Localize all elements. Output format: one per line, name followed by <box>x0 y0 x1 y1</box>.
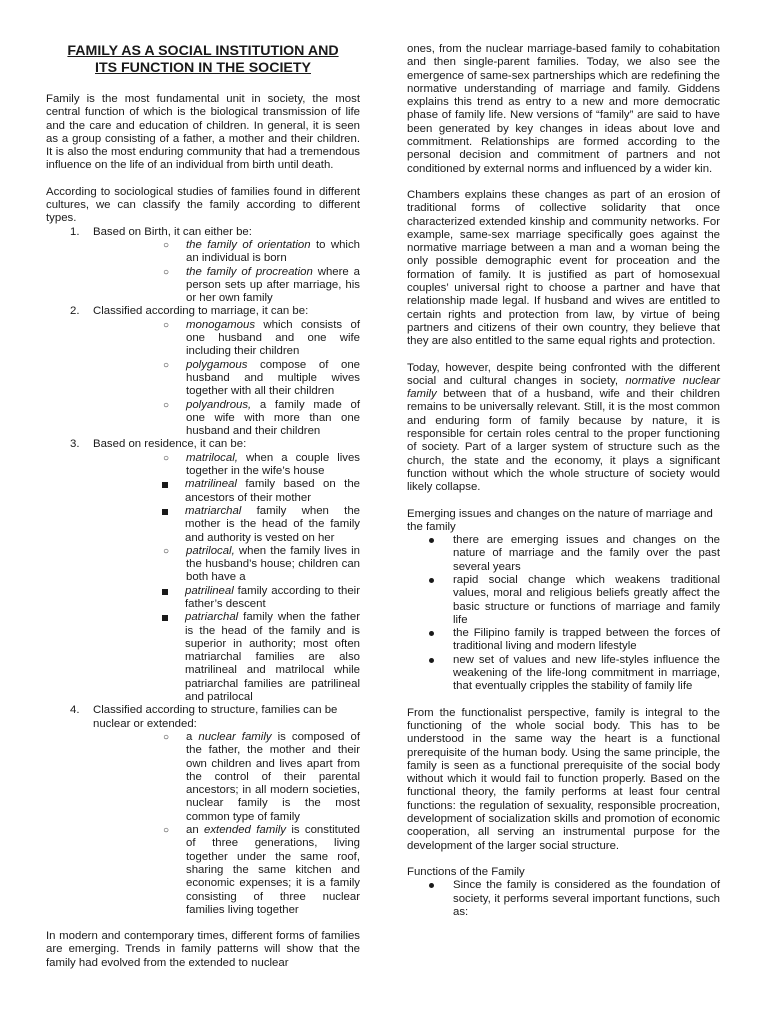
item-text: family when the father is the head of the family and is superior in authority; most often matriarchal families are also matrilineal and matrilocal while patriarchal families are patrilineal and patrilocal <box>185 611 360 704</box>
item-term: polyandrous, <box>186 398 252 411</box>
functions-heading: Functions of the Family <box>407 865 525 878</box>
item-term: monogamous <box>186 318 256 331</box>
item-term: patriarchal <box>185 611 239 624</box>
trends-continued-paragraph: ones, from the nuclear marriage-based family to cohabitation and then single-parent families. Today, we also see the emergence of same-sex partnerships which are redefining the normative understanding of marriage and family. Giddens explains this trend as entry to a new and more democratic phase of family life. New versions of “family” are said to have been generated by key changes in ideas about love and commitment. Relationships are formed according to the personal decision and commitment of partners and not conditioned by external norms and influenced by a wider kin. <box>407 43 720 175</box>
item-term: matriarchal <box>185 504 242 517</box>
item-text: where a person sets up after marriage, his or her own family <box>186 265 360 305</box>
item-text: when the family lives in the husband’s house; children can both have a <box>186 544 360 584</box>
item-term: patrilineal <box>185 584 234 597</box>
intro-paragraph: Family is the most fundamental unit in society, the most central function of which is the biological transmission of life and the care and education of children. In general, it is seen as a group consisting of a father, a mother and their children. It is also the most enduring community that had a tremendous influence on the life of an individual from birth until death. <box>46 93 360 172</box>
numbered-item <box>46 438 360 704</box>
item-text: an <box>186 824 205 837</box>
hollow-circle-icon: ○ <box>163 319 170 331</box>
right-column <box>407 0 720 919</box>
item-text: which consists of one husband and one wife including their children <box>186 318 360 358</box>
item-term: matrilineal <box>185 478 237 491</box>
document-title <box>46 0 360 77</box>
sub-list <box>93 452 360 705</box>
hollow-circle-icon: ○ <box>163 359 170 371</box>
item-label: Classified according to marriage, it can be: <box>93 305 309 318</box>
item-text: family according to their father’s descent <box>185 584 360 610</box>
item-label: Based on Birth, it can either be: <box>93 225 252 238</box>
bullet-item <box>407 654 720 694</box>
filled-circle-icon <box>429 631 434 636</box>
square-list-wrap <box>46 585 360 705</box>
filled-circle-icon <box>429 578 434 583</box>
item-text: is constituted of three generations, living together under the same roof, sharing the same kitchen and economic expenses; it is a family consisting of three nuclear families living together <box>186 824 360 916</box>
title-line-2: ITS FUNCTION IN THE SOCIETY <box>95 60 311 76</box>
square-list <box>46 585 360 705</box>
bullet-text: there are emerging issues and changes on the nature of marriage and the family over the past several years <box>453 534 720 573</box>
modern-trends-paragraph: In modern and contemporary times, different forms of families are emerging. Trends in family patterns will show that the family had evolved from the extended to nuclear <box>46 930 360 969</box>
sub-item <box>93 399 360 439</box>
numbered-item <box>46 226 360 306</box>
item-text: a family made of one wife with more than one husband and their children <box>186 398 360 438</box>
square-item <box>46 505 360 545</box>
normative-family-paragraph: Today, however, despite being confronted with the different social and cultural changes in society, normative nuclear family between that of a husband, wife and their children remains to be universally relevant. Still, it is the most common and enduring form of family because by nature, it is responsible for certain roles central to the proper functioning of society. Part of a larger system of structure such as the church, the state and the economy, it plays a significant function without which the whole structure of society would likely collapse. <box>407 361 720 494</box>
hollow-circle-icon: ○ <box>163 266 170 278</box>
item-term: the family of orientation <box>186 238 311 251</box>
item-text: to which an individual is born <box>186 238 360 265</box>
bullet-item <box>407 534 720 574</box>
functions-list <box>407 879 720 919</box>
bullet-text: the Filipino family is trapped between the forces of traditional living and modern lifestyle <box>453 627 720 653</box>
item-text: compose of one husband and multiple wives together with all their children <box>186 358 360 398</box>
sub-item <box>93 731 360 824</box>
item-number: 2. <box>70 305 80 318</box>
bullet-item <box>407 574 720 627</box>
item-number: 3. <box>70 438 80 451</box>
functionalist-paragraph: From the functionalist perspective, family is integral to the functioning of the whole social body. This has to be understood in the same way the heart is a functional prerequisite of the human body. Using the same principle, the family is seen as a functional prerequisite of the social body without which it would fail to function properly. Based on the functional theory, the family performs at least four central functions: the regulation of sexuality, responsible procreation, development of socialization skills and promotion of economic cooperation, all serving an instrumental purpose for the development of the larger social structure. <box>407 706 720 852</box>
sub-item <box>93 319 360 359</box>
item-term: polygamous <box>186 358 248 371</box>
filled-square-icon <box>162 589 168 595</box>
sub-item <box>93 359 360 399</box>
sub-list <box>93 319 360 439</box>
bullet-item <box>407 627 720 654</box>
bullet-item <box>407 879 720 919</box>
hollow-circle-icon: ○ <box>163 239 170 251</box>
emerging-issues-list <box>407 534 720 694</box>
filled-circle-icon <box>429 883 434 888</box>
sub-item <box>93 239 360 266</box>
numbered-item <box>46 704 360 917</box>
item-term: the family of procreation <box>186 265 313 278</box>
normative-family-term: normative nuclear family <box>407 374 720 401</box>
filled-square-icon <box>162 615 168 621</box>
emerging-issues-heading: Emerging issues and changes on the nature of marriage and the family <box>407 507 713 533</box>
item-label: Classified according to structure, families can be nuclear or extended: <box>93 704 338 730</box>
item-text: is composed of the father, the mother and their own children and lives apart from the control of their parental ancestors; in all modern societies, nuclear family is the most common type of family <box>186 730 360 823</box>
hollow-circle-icon: ○ <box>163 825 170 837</box>
filled-circle-icon <box>429 658 434 663</box>
hollow-circle-icon: ○ <box>163 545 170 557</box>
title-line-1: FAMILY AS A SOCIAL INSTITUTION AND <box>67 43 339 59</box>
square-list <box>46 478 360 544</box>
filled-square-icon <box>162 482 168 488</box>
filled-circle-icon <box>429 538 434 543</box>
item-term: matrilocal, <box>186 451 238 464</box>
chambers-paragraph: Chambers explains these changes as part of an erosion of traditional forms of collective solidarity that once characterized extended kinship and community networks. For example, same-sex marriage specifically goes against the normative marriage between a man and a woman being the only possible demographic event for proceation and the formation of family. It is justified as part of homosexual couples’ universal right to choose a partner and have that relationship made legal. If husband and wives are entitled to certain rights and protection from law, by virtue of being partners and citizens of their own country, they believe that they are also entitled to the same equal rights and protection. <box>407 188 720 348</box>
item-text: when a couple lives together in the wife’s house <box>186 451 360 478</box>
sub-item <box>93 824 360 917</box>
filled-square-icon <box>162 509 168 515</box>
item-number: 1. <box>70 225 80 238</box>
bullet-text: Since the family is considered as the foundation of society, it performs several important functions, such as: <box>453 879 720 918</box>
family-types-list <box>46 226 360 917</box>
hollow-circle-icon: ○ <box>163 452 170 464</box>
sub-list <box>93 239 360 305</box>
bullet-text: rapid social change which weakens traditional values, moral and religious beliefs greatly affect the basic structure or functions of marriage and family life <box>453 573 720 626</box>
item-label: Based on residence, it can be: <box>93 438 247 451</box>
square-list-wrap <box>46 478 360 544</box>
sub-list <box>93 731 360 917</box>
item-text: family when the mother is the head of the family and authority is vested on her <box>185 504 360 544</box>
sub-item <box>93 545 360 585</box>
bullet-text: new set of values and new life-styles influence the weakening of the life-long commitment in marriage, that eventually cripples the stability of family life <box>453 653 720 693</box>
item-term: nuclear family <box>198 730 272 743</box>
square-item <box>46 611 360 704</box>
hollow-circle-icon: ○ <box>163 399 170 411</box>
item-text: a <box>186 730 199 743</box>
numbered-item <box>46 305 360 438</box>
square-item <box>46 478 360 505</box>
item-term: patrilocal, <box>186 544 235 557</box>
square-item <box>46 585 360 612</box>
item-text: family based on the ancestors of their mother <box>185 478 360 504</box>
sub-item <box>93 266 360 306</box>
types-intro-paragraph: According to sociological studies of families found in different cultures, we can classify the family according to different types. <box>46 185 360 225</box>
hollow-circle-icon: ○ <box>163 731 170 743</box>
sub-item <box>93 452 360 479</box>
item-term: extended family <box>204 824 286 837</box>
left-column <box>46 0 360 970</box>
item-number: 4. <box>70 704 80 717</box>
